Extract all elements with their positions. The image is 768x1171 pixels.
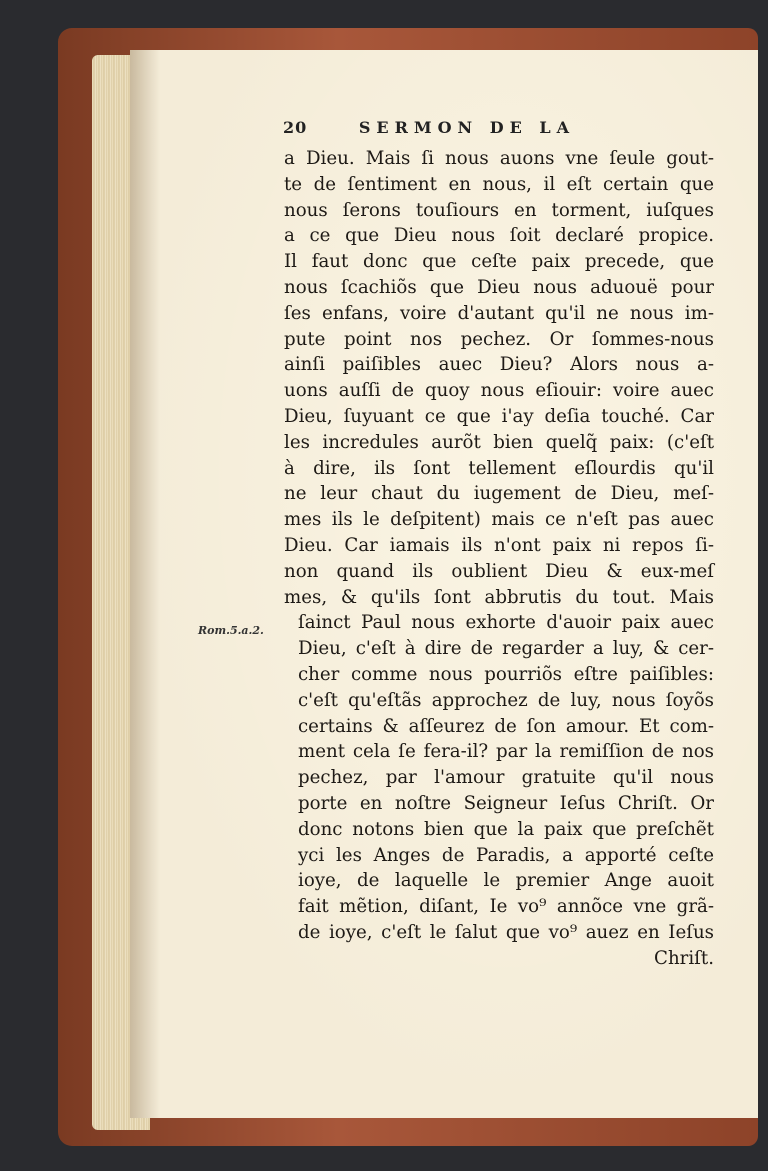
- text-line: a Dieu. Mais ſi nous auons vne ſeule gout-: [284, 148, 714, 169]
- marginal-reference: Rom.5.a.2.: [198, 624, 264, 637]
- text-line: certains & aſſeurez de ſon amour. Et com-: [298, 715, 714, 737]
- text-line: nous ſerons touſiours en torment, iuſques: [284, 199, 714, 221]
- text-line: ment cela ſe fera-il? par la remiſſion de nos: [298, 741, 714, 763]
- text-line: ainſi paiſibles auec Dieu? Alors nous a-: [284, 354, 714, 376]
- body-text: [284, 146, 714, 972]
- text-line: non quand ils oublient Dieu & eux-meſ: [284, 560, 714, 582]
- text-line: Dieu, ſuyuant ce que i'ay deſia touché. Car: [284, 405, 714, 427]
- page-number: 20: [283, 118, 308, 137]
- text-line: ſainct Paul nous exhorte d'auoir paix auec: [298, 612, 714, 634]
- text-line: ioye, de laquelle le premier Ange auoit: [298, 870, 714, 892]
- text-line: te de ſentiment en nous, il eſt certain que: [284, 173, 714, 195]
- text-line: de ioye, c'eſt le ſalut que vo⁹ auez en Ieſus: [298, 921, 714, 943]
- gutter-shadow: [130, 50, 160, 1118]
- text-line: porte en noſtre Seigneur Ieſus Chriſt. Or: [298, 792, 714, 814]
- text-line: Il faut donc que ceſte paix precede, que: [284, 251, 714, 273]
- text-line: mes, & qu'ils ſont abbrutis du tout. Mais: [284, 586, 714, 608]
- text-line: Dieu. Car iamais ils n'ont paix ni repos ſi-: [284, 534, 714, 556]
- text-line: mes ils le deſpitent) mais ce n'eſt pas auec: [284, 509, 714, 531]
- text-line: fait mẽtion, diſant, Ie vo⁹ annõce vne grã-: [298, 896, 714, 918]
- text-line: les incredules aurõt bien quelq̃ paix: (c'eſt: [284, 431, 714, 453]
- text-line: yci les Anges de Paradis, a apporté ceſte: [298, 844, 714, 866]
- running-header: [283, 118, 575, 137]
- text-line: donc notons bien que la paix que preſchẽt: [298, 818, 714, 840]
- text-line: Chriſt.: [654, 947, 714, 969]
- text-line: Dieu, c'eſt à dire de regarder a luy, & cer-: [298, 638, 714, 660]
- text-line: pechez, par l'amour gratuite qu'il nous: [298, 767, 714, 789]
- running-title: SERMON DE LA: [358, 118, 576, 137]
- text-line: uons auſſi de quoy nous eſiouir: voire auec: [284, 380, 714, 402]
- text-line: nous ſcachiõs que Dieu nous aduouë pour: [284, 276, 714, 298]
- text-line: c'eſt qu'eſtãs approchez de luy, nous ſoyõs: [298, 689, 714, 711]
- text-line: ne leur chaut du iugement de Dieu, meſ-: [284, 483, 714, 505]
- text-line: cher comme nous pourriõs eſtre paiſibles:: [298, 663, 714, 685]
- text-line: à dire, ils ſont tellement eſlourdis qu'il: [284, 457, 714, 479]
- text-line: pute point nos pechez. Or ſommes-nous: [284, 328, 714, 350]
- text-line: a ce que Dieu nous ſoit declaré propice.: [284, 225, 714, 247]
- text-line: ſes enfans, voire d'autant qu'il ne nous im-: [284, 302, 714, 324]
